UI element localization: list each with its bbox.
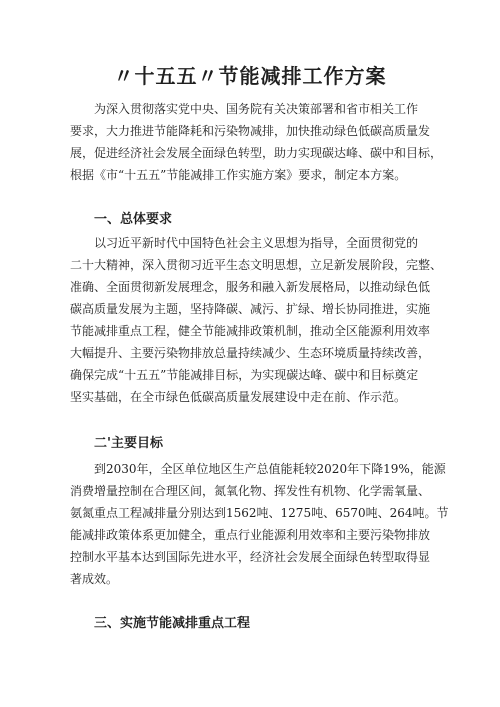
paragraph-line: 根据《市“十五五”节能减排工作实施方案》要求，制定本方案。 [70, 168, 407, 182]
document-title: 〃十五五〃节能减排工作方案 [113, 64, 387, 88]
paragraph-line: 二十大精神，深入贯彻习近平生态文明思想，立足新发展阶段，完整、 [70, 258, 443, 272]
paragraph-line: 准确、全面贯彻新发展理念，服务和融入新发展格局，以推动绿色低 [70, 280, 431, 294]
paragraph-line: 到2030年，全区单位地区生产总值能耗较2020年下降19%，能源 [94, 462, 446, 476]
paragraph-line: 要求，大力推进节能降耗和污染物减排，加快推动绿色低碳高质量发 [70, 124, 431, 138]
paragraph-line: 著成效。 [70, 572, 119, 586]
paragraph-line: 碳高质量发展为主题，坚持降碳、减污、扩绿、增长协同推进，实施 [70, 302, 431, 316]
paragraph-line: 大幅提升、主要污染物排放总量持续减少、生态环境质量持续改善， [70, 346, 431, 360]
intro-paragraph [70, 98, 455, 186]
paragraph-line: 确保完成“十五五”节能减排目标，为实现碳达峰、碳中和目标奠定 [70, 368, 419, 382]
paragraph-line: 消费增量控制在合理区间，氮氧化物、挥发性有机物、化学需氧量、 [70, 484, 431, 498]
paragraph-line: 坚实基础，在全市绿色低碳高质量发展建设中走在前、作示范。 [70, 390, 407, 404]
section-heading: 一、总体要求 [94, 212, 173, 227]
paragraph-line: 展，促进经济社会发展全面绿色转型，助力实现碳达峰、碳中和目标， [70, 146, 443, 160]
section1-paragraph [70, 232, 455, 408]
section-heading: 二'主要目标 [94, 436, 163, 451]
paragraph-line: 能减排政策体系更加健全，重点行业能源利用效率和主要污染物排放 [70, 528, 431, 542]
section2-paragraph [70, 458, 455, 590]
paragraph-line: 氨氮重点工程减排量分别达到1562吨、1275吨、6570吨、264吨。节 [70, 506, 449, 520]
paragraph-line: 为深入贯彻落实党中央、国务院有关决策部署和省市相关工作 [94, 102, 419, 116]
paragraph-line: 以习近平新时代中国特色社会主义思想为指导，全面贯彻党的 [94, 236, 419, 250]
paragraph-line: 控制水平基本达到国际先进水平，经济社会发展全面绿色转型取得显 [70, 550, 431, 564]
paragraph-line: 节能减排重点工程，健全节能减排政策机制，推动全区能源利用效率 [70, 324, 431, 338]
section-heading: 三、实施节能减排重点工程 [94, 616, 251, 631]
